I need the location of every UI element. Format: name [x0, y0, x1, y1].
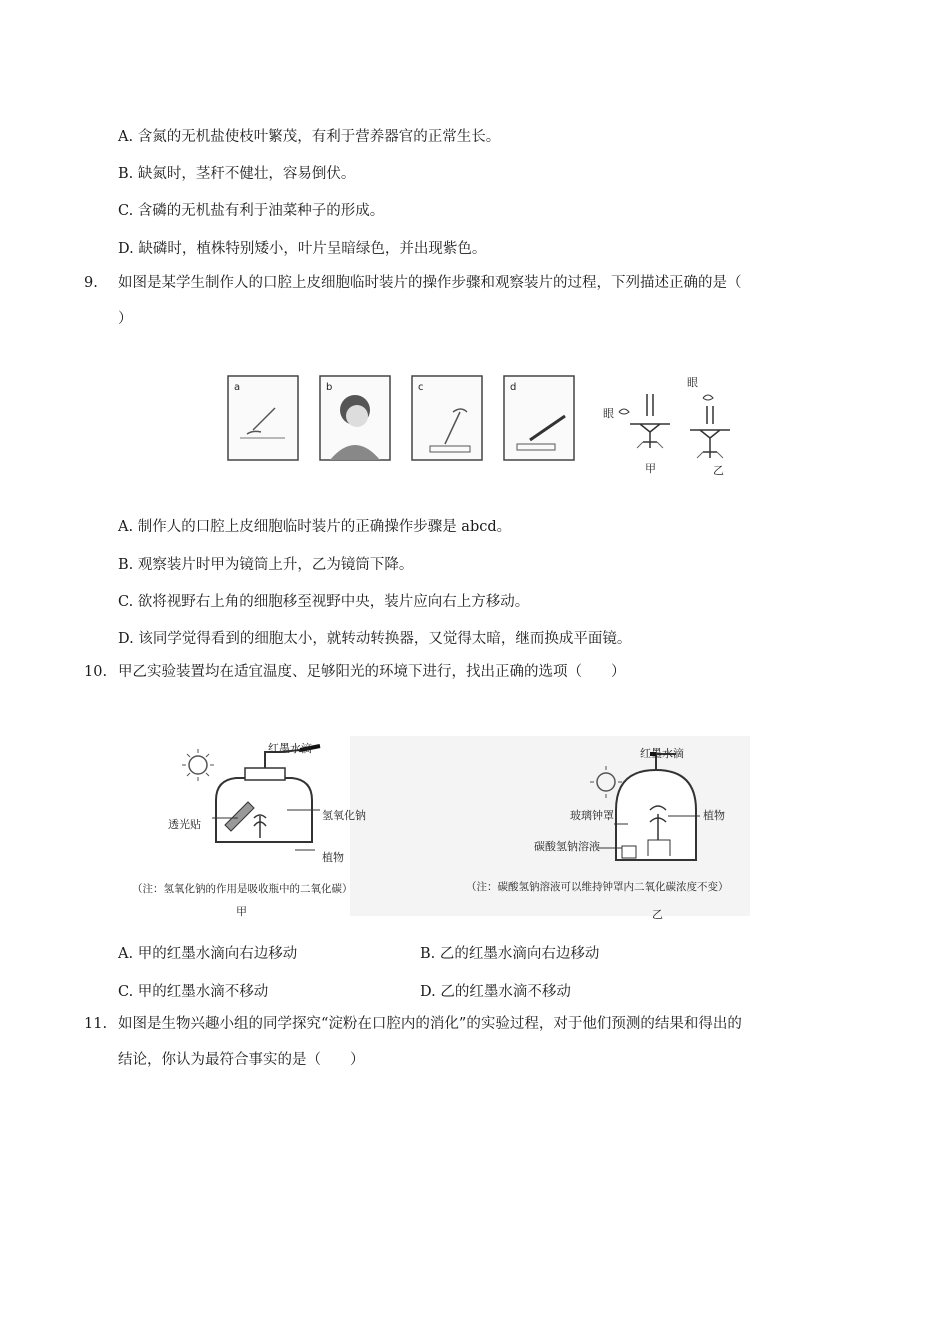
q9-panel-b	[320, 376, 390, 460]
q9-panel-label-d: d	[510, 382, 517, 393]
q8-option-a: A. 含氮的无机盐使枝叶繁茂，有利于营养器官的正常生长。	[118, 129, 501, 145]
q10-text: 甲乙实验装置均在适宜温度、足够阳光的环境下进行，找出正确的选项（ ）	[118, 664, 626, 680]
q10-jia-note: （注：氢氧化钠的作用是吸收瓶中的二氧化碳）	[132, 883, 353, 895]
q9-option-c: C. 欲将视野右上角的细胞移至视野中央，装片应向右上方移动。	[118, 594, 530, 610]
q9-panel-label-a: a	[234, 382, 241, 393]
q9-option-d: D. 该同学觉得看到的细胞太小，就转动转换器，又觉得太暗，继而换成平面镜。	[118, 631, 632, 647]
q10-option-c: C. 甲的红墨水滴不移动	[118, 984, 269, 1000]
q10-option-b: B. 乙的红墨水滴向右边移动	[420, 946, 600, 962]
q8-option-d: D. 缺磷时，植株特别矮小，叶片呈暗绿色，并出现紫色。	[118, 241, 487, 257]
q9-microscope-yi	[687, 376, 730, 477]
q10-number: 10.	[84, 664, 108, 680]
q10-jia-caption: 甲	[236, 905, 247, 918]
q9-figure	[225, 372, 765, 482]
q9-panel-label-b: b	[326, 382, 333, 393]
q10-yi-note: （注：碳酸氢钠溶液可以维持钟罩内二氧化碳浓度不变）	[466, 881, 729, 893]
q9-option-b: B. 观察装片时甲为镜筒上升，乙为镜筒下降。	[118, 557, 414, 573]
q9-text-line1: 如图是某学生制作人的口腔上皮细胞临时装片的操作步骤和观察装片的过程，下列描述正确的是（	[118, 275, 742, 291]
q10-yi-caption: 乙	[652, 908, 663, 921]
q11-text-line2: 结论，你认为最符合事实的是（ ）	[118, 1052, 365, 1068]
q9-panel-a	[228, 376, 298, 460]
q10-option-a: A. 甲的红墨水滴向右边移动	[118, 946, 298, 962]
q10-jia-ink-drop: 红墨水滴	[268, 742, 312, 755]
q9-text-line2: ）	[118, 311, 133, 327]
q11-text-line1: 如图是生物兴趣小组的同学探究“淀粉在口腔内的消化”的实验过程，对于他们预测的结果和得出的	[118, 1016, 742, 1032]
q10-figure	[120, 730, 760, 930]
q9-number: 9.	[84, 275, 98, 291]
q8-option-c: C. 含磷的无机盐有利于油菜种子的形成。	[118, 203, 385, 219]
q9-panel-d	[504, 376, 574, 460]
q10-jia-light-patch: 透光贴	[168, 818, 201, 831]
q9-eye-label-2: 眼	[687, 376, 698, 389]
q10-yi-bell-jar: 玻璃钟罩	[570, 809, 614, 822]
q8-option-b: B. 缺氮时，茎秆不健壮，容易倒伏。	[118, 166, 356, 182]
q9-option-a: A. 制作人的口腔上皮细胞临时装片的正确操作步骤是 abcd。	[118, 519, 512, 535]
q10-jia-naoh: 氢氧化钠	[322, 809, 366, 822]
q10-yi-plant: 植物	[703, 809, 725, 822]
q9-panel-c	[412, 376, 482, 460]
q10-jia-plant: 植物	[322, 851, 344, 864]
q9-eye-label-1: 眼	[603, 407, 614, 420]
q10-yi-nahco3: 碳酸氢钠溶液	[534, 840, 600, 853]
q9-panel-label-c: c	[418, 382, 424, 393]
q11-number: 11.	[84, 1016, 108, 1032]
q9-microscope-jia	[603, 394, 670, 475]
q10-yi-ink-drop: 红墨水滴	[640, 747, 684, 760]
q10-apparatus-jia	[132, 741, 366, 918]
q10-option-d: D. 乙的红墨水滴不移动	[420, 984, 571, 1000]
q9-yi-label: 乙	[713, 464, 724, 477]
q9-jia-label: 甲	[645, 462, 656, 475]
